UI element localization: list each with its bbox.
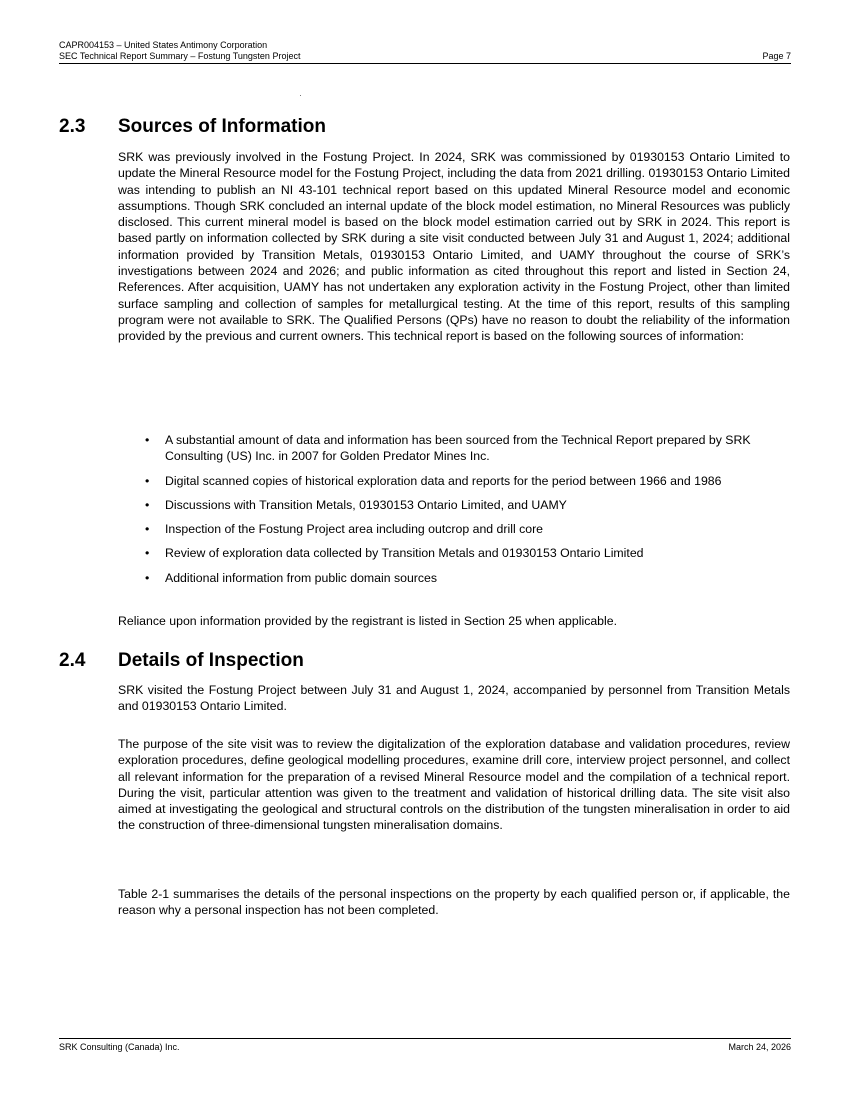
paragraph-text: SRK was previously involved in the Fostung Project. In 2024, SRK was commissioned by 01930153 Ontario Limited to update the Mineral Resource model for the Fostung Project, including the data from 2021 drilling. 01930153 Ontario Limited was intending to publish an NI 43-101 technical report based on this updated Mineral Resource model and economic assumptions. Though SRK concluded an internal update of the block model estimation, no Mineral Resources was publicly disclosed. This current mineral model is based on the block model estimation carried out by SRK in 2024. This report is based partly on information collected by SRK during a site visit conducted between July 31 and August 1, 2024; additional information provided by Transition Metals, 01930153 Ontario Limited, and UAMY throughout the course of SRK’s investigations between 2024 and 2026; and public information as cited throughout this report and listed in Section 24, References. After acquisition, UAMY has not undertaken any exploration activity in the Fostung Project, other than limited surface sampling and collection of samples for metallurgical testing. At the time of this report, results of this sampling program were not available to SRK. The Qualified Persons (QPs) have no reason to doubt the reliability of the information provided by the previous and current owners. This technical report is based on the following sources of information: — [118, 150, 790, 344]
section-heading-2-3 — [59, 116, 326, 138]
paragraph-text: Reliance upon information provided by the registrant is listed in Section 25 when applicable. — [118, 614, 618, 628]
header-report-id: CAPR004153 – United States Antimony Corporation — [59, 40, 268, 50]
page-header — [59, 40, 791, 64]
page-number: Page 7 — [762, 51, 791, 61]
list-item: • Digital scanned copies of historical exploration data and reports for the period between 1966 and 1986 — [145, 473, 791, 489]
reliance-paragraph — [118, 613, 790, 629]
sources-bullet-list — [145, 432, 791, 594]
page-footer — [59, 1038, 791, 1053]
paragraph-text: Table 2-1 summarises the details of the personal inspections on the property by each qualified person or, if applicable, the reason why a personal inspection has not been completed. — [118, 887, 790, 918]
list-item: • Discussions with Transition Metals, 01930153 Ontario Limited, and UAMY — [145, 497, 791, 513]
section-title: Details of Inspection — [118, 650, 304, 671]
list-item: • Inspection of the Fostung Project area including outcrop and drill core — [145, 521, 791, 537]
list-item: • Additional information from public domain sources — [145, 570, 791, 586]
stray-dot — [300, 95, 301, 96]
inspection-purpose-paragraph — [118, 736, 790, 834]
section-heading-2-4 — [59, 650, 304, 672]
footer-company: SRK Consulting (Canada) Inc. — [59, 1042, 180, 1052]
sources-paragraph — [118, 149, 790, 345]
paragraph-text: The purpose of the site visit was to review the digitalization of the exploration database and validation procedures, review exploration procedures, define geological modelling procedures, examine drill core, interview project personnel, and collect all relevant information for the preparation of a revised Mineral Resource model and the compilation of a technical report. During the visit, particular attention was given to the treatment and validation of historical drilling data. The site visit also aimed at investigating the geological and structural controls on the distribution of the tungsten mineralisation in order to aid the construction of three-dimensional tungsten mineralisation domains. — [118, 737, 790, 833]
list-item: • A substantial amount of data and information has been sourced from the Technical Report prepared by SRK Consulting (US) Inc. in 2007 for Golden Predator Mines Inc. — [145, 432, 791, 465]
header-report-title: SEC Technical Report Summary – Fostung Tungsten Project — [59, 51, 301, 61]
inspection-visit-paragraph — [118, 682, 790, 715]
table-reference-paragraph — [118, 886, 790, 919]
paragraph-text: SRK visited the Fostung Project between July 31 and August 1, 2024, accompanied by personnel from Transition Metals and 01930153 Ontario Limited. — [118, 683, 790, 714]
section-number: 2.4 — [59, 650, 86, 671]
list-item: • Review of exploration data collected by Transition Metals and 01930153 Ontario Limited — [145, 545, 791, 561]
section-title: Sources of Information — [118, 116, 326, 137]
section-number: 2.3 — [59, 116, 86, 137]
footer-date: March 24, 2026 — [728, 1042, 791, 1052]
